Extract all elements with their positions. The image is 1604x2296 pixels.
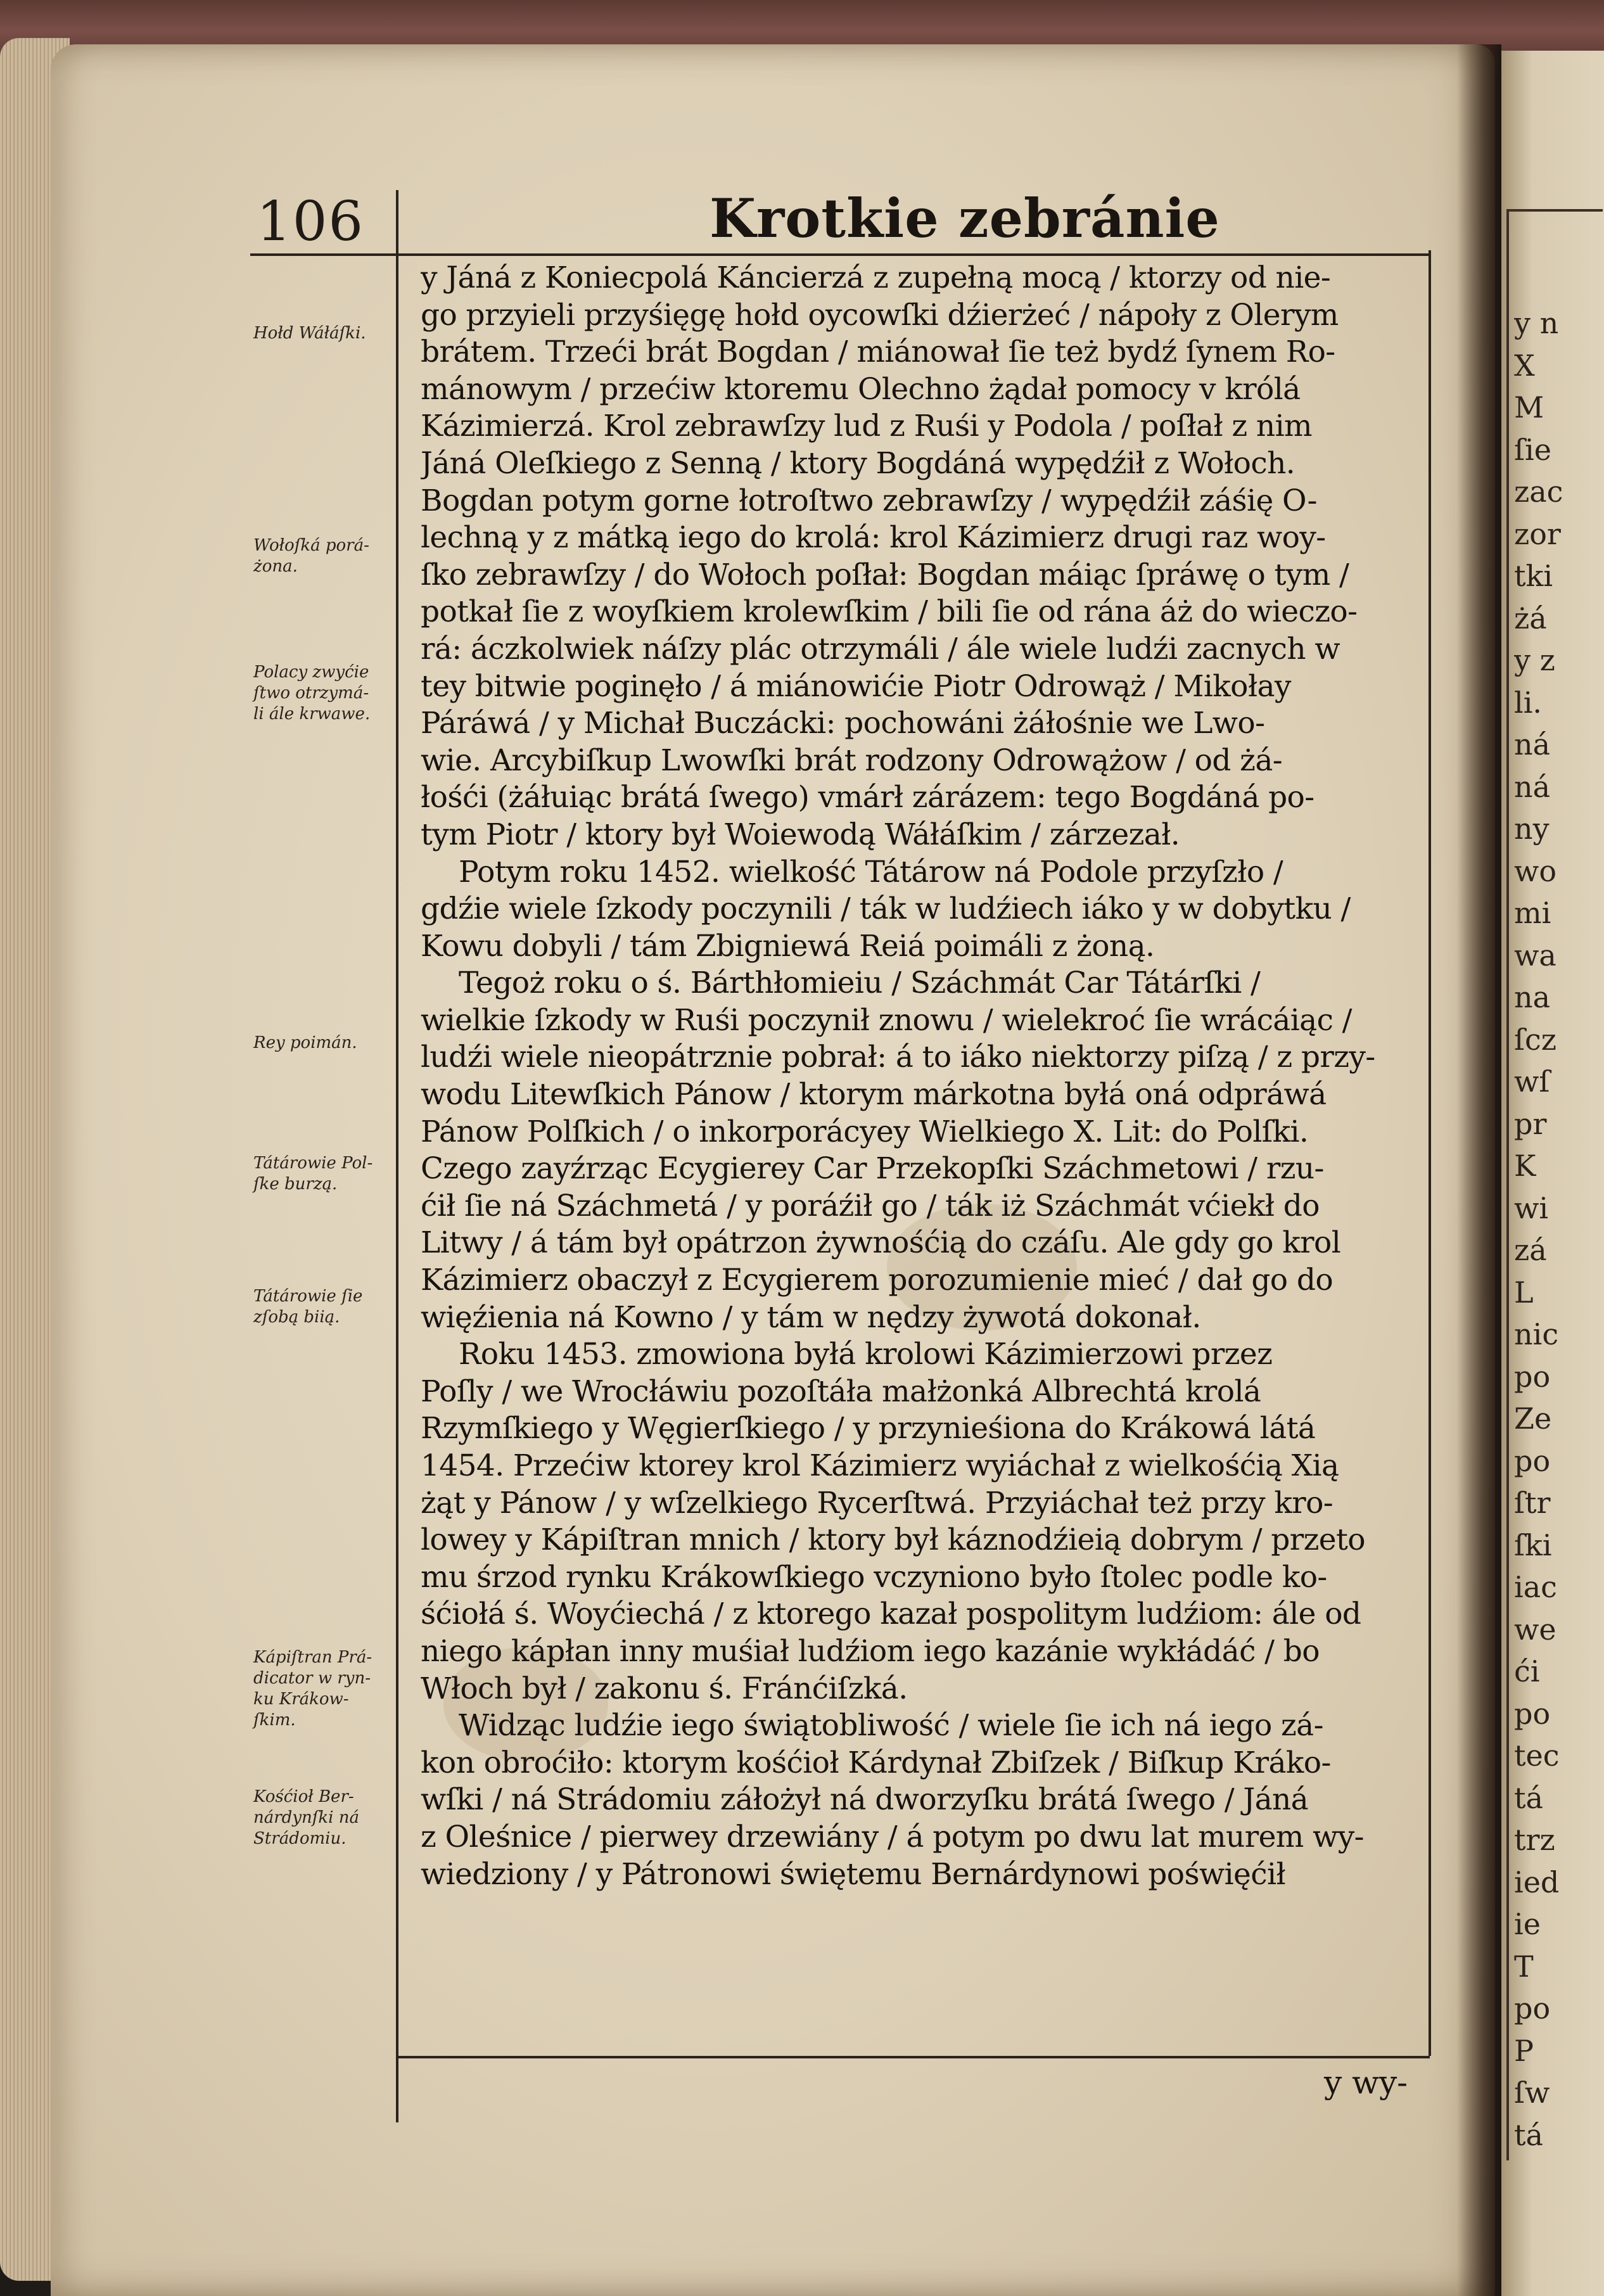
text-line: go przyieli przyśięgę hołd oycowſki dźierżeć / nápoły z Olerym [421,297,1339,333]
side-note-line: zſobą biią. [253,1308,340,1327]
side-note-line: dicator w ryn- [253,1669,371,1688]
side-note-line: Strádomiu. [253,1829,347,1848]
text-line: tym Piotr / ktory był Woiewodą Wáłáſkim / zárzezał. [421,817,1180,852]
side-note-line: li ále krwawe. [253,705,371,724]
next-page-fragment: mi [1514,896,1551,930]
side-note-line: ſtwo otrzymá- [253,684,369,703]
text-line: Bogdan potym gorne łotroſtwo zebrawſzy / wypędźił záśię O- [421,483,1317,518]
next-page-fragment: ſw [1514,2076,1550,2110]
side-note-line: Polacy zwyćie [253,663,369,682]
text-line: ćił ſie ná Száchmetá / y poráźił go / ták iż Száchmát vćiekł do [421,1188,1320,1223]
side-note-line: ſke burzą. [253,1175,338,1194]
next-page-fragment: y n [1514,306,1559,340]
text-line: Widząc ludźie iego świątobliwość / wiele ſie ich ná iego zá- [459,1708,1323,1744]
text-line: wielkie ſzkody w Ruśi poczynił znowu / wielekroć ſie wrácáiąc / [421,1002,1352,1038]
next-page-fragment: na [1514,980,1551,1014]
text-line: Jáná Oleſkiego z Senną / ktory Bogdáná wypędźił z Wołoch. [421,445,1295,481]
side-note-line: Kośćioł Ber- [253,1787,354,1806]
text-line: Kázimierzá. Krol zebrawſzy lud z Ruśi y Podola / poſłał z nim [421,409,1312,444]
next-page-fragment: li. [1514,685,1543,720]
side-note-line: ſkim. [253,1711,296,1730]
next-page-fragment: ſie [1514,432,1551,467]
text-line: niego kápłan inny muśiał ludźiom iego kazánie wykłádáć / bo [421,1633,1320,1669]
next-page-fragment: ná [1514,769,1551,804]
next-page-fragment: T [1514,1949,1534,1984]
next-page-fragment: K [1514,1149,1536,1183]
text-line: Potym roku 1452. wielkość Tátárow ná Podole przyſzło / [459,854,1283,890]
next-page-fragment: Ze [1514,1401,1552,1436]
next-page-fragment: ná [1514,727,1551,762]
next-page-fragment: po [1514,1443,1551,1478]
text-line: rá: áczkolwiek náſzy plác otrzymáli / ále wiele ludźi zacnych w [421,631,1340,666]
next-page-fragment: zac [1514,475,1563,509]
next-page-fragment: po [1514,1696,1551,1731]
next-page-fragment: wſ [1514,1064,1550,1099]
body-text [421,260,1434,1893]
next-page-fragment: tec [1514,1738,1560,1773]
next-page-fragment: L [1514,1275,1534,1310]
side-note-tatarowie-burza [253,1153,390,1195]
text-line: Roku 1453. zmowiona byłá krolowi Kázimierzowi przez [459,1337,1273,1372]
text-line: lechną y z mátką iego do krolá: krol Kázimierz drugi raz woy- [421,520,1326,556]
text-line: tey bitwie poginęło / á miánowićie Piotr Odrowąż / Mikołay [421,668,1291,704]
text-line: Pánow Polſkich / o inkorporácyey Wielkiego X. Lit: do Polſki. [421,1114,1309,1149]
side-note-line: Hołd Wáłáſki. [253,324,366,343]
side-note-rey [253,1033,390,1054]
next-page-fragment: ied [1514,1865,1560,1899]
text-line: Rzymſkiego y Węgierſkiego / y przynieśiona do Krákowá látá [421,1411,1316,1446]
running-head: Krotkie zebránie [710,187,1220,250]
next-page-fragment: X [1514,348,1535,383]
header-rule [250,253,1429,256]
next-page-fragment: tá [1514,1780,1543,1815]
next-page-fragment: wi [1514,1190,1549,1225]
next-page-fragment: ie [1514,1907,1541,1941]
next-page-fragment: we [1514,1612,1556,1647]
side-note-line: Tátárowie Pol- [253,1154,373,1173]
text-line: y Jáná z Koniecpolá Káncierzá z zupełną mocą / ktorzy od nie- [421,260,1331,295]
text-line: wodu Litewſkich Pánow / ktorym márkotna byłá oná odpráwá [421,1077,1327,1113]
text-line: potkał ſie z woyſkiem krolewſkim / bili ſie od rána áż do wieczo- [421,594,1358,630]
side-note-line: Rey poimán. [253,1033,357,1052]
text-line: ſko zebrawſzy / do Wołoch poſłał: Bogdan máiąc ſpráwę o tym / [421,557,1349,592]
page-number: 106 [257,190,365,253]
text-line: brátem. Trzeći brát Bogdan / miánował ſie też bydź ſynem Ro- [421,335,1335,370]
text-line: wſki / ná Strádomiu záłożył ná dworzyſku brátá ſwego / Jáná [421,1782,1309,1818]
side-note-line: Kápiſtran Prá- [253,1648,372,1667]
next-page-fragment: pr [1514,1106,1547,1141]
text-line: gdźie wiele ſzkody poczynili / ták w ludźiech iáko y w dobytku / [421,891,1351,927]
text-line: ludźi wiele nieopátrznie pobrał: á to iáko niektorzy piſzą / z przy- [421,1040,1375,1075]
next-page-fragment: ći [1514,1654,1540,1688]
text-line: kon obroćiło: ktorym kośćioł Kárdynał Zbiſzek / Biſkup Kráko- [421,1745,1331,1780]
next-page-rule [1506,209,1509,2160]
text-line: z Oleśnice / pierwey drzewiány / á potym po dwu lat murem wy- [421,1819,1364,1854]
next-page-fragment: po [1514,1991,1551,2025]
next-page-fragment: wa [1514,938,1556,973]
text-line: Kázimierz obaczył z Ecygierem porozumienie mieć / dał go do [421,1263,1333,1298]
footer-rule [396,2056,1430,2058]
next-page-fragment: y z [1514,643,1555,677]
next-page-fragment: ſcz [1514,1022,1557,1057]
catchword: y wy- [1324,2064,1408,2101]
next-page-fragment: po [1514,1359,1551,1394]
next-page-fragment: tki [1514,559,1553,593]
next-page-fragment: M [1514,390,1544,424]
next-page-fragment: tá [1514,2117,1543,2152]
text-line: wie. Arcybiſkup Lwowſki brát rodzony Odrowążow / od żá- [421,743,1283,778]
text-line: Páráwá / y Michał Buczácki: pochowáni żáłośnie we Lwo- [421,706,1265,741]
side-note-kosciol [253,1787,390,1849]
text-line: Włoch był / zakonu ś. Fránćiſzká. [421,1671,908,1706]
next-page-fragment: iac [1514,1570,1557,1604]
text-line: lowey y Kápiſtran mnich / ktory był káznodźieią dobrym / przeto [421,1522,1366,1558]
text-line: żąt y Pánow / y wſzelkiego Rycerſtwá. Przyiáchał też przy kro- [421,1485,1333,1521]
text-line: 1454. Przećiw ktorey krol Kázimierz wyiáchał z wielkośćią Xią [421,1448,1339,1483]
side-note-kapistran [253,1647,390,1731]
next-page-fragment: żá [1514,601,1547,635]
margin-rule [396,190,398,2122]
next-page-fragment: ſki [1514,1527,1552,1562]
text-line: mu śrzod rynku Krákowſkiego vczyniono było ſtolec podle ko- [421,1559,1327,1595]
next-page-fragment: zá [1514,1233,1547,1267]
text-line: Czego zayźrząc Ecygierey Car Przekopſki Száchmetowi / rzu- [421,1151,1324,1187]
side-note-tatarowie-bija [253,1286,390,1328]
side-note-line: żona. [253,557,298,576]
text-line: mánowym / przećiw ktoremu Olechno żądał pomocy v królá [421,371,1301,407]
side-note-wołoska [253,535,390,577]
text-line: wiedziony / y Pátronowi świętemu Bernárdynowi poświęćił [421,1856,1286,1892]
text-line: Tegoż roku o ś. Bárthłomieiu / Száchmát Car Tátárſki / [459,966,1261,1001]
text-line: łośći (żáłuiąc brátá ſwego) vmárł zárázem: tego Bogdáná po- [421,780,1314,815]
side-note-line: ku Krákow- [253,1690,349,1709]
side-note-polacy [253,662,390,725]
side-note-line: Wołoſká porá- [253,536,369,555]
text-line: Poſly / we Wrocłáwiu pozoſtáła małżonká Albrechtá krolá [421,1374,1261,1409]
next-page-fragment: nic [1514,1317,1559,1351]
next-page-fragment: zor [1514,516,1561,551]
side-note-line: nárdynſki ná [253,1808,359,1827]
next-page-fragment: ny [1514,812,1550,846]
side-note-hold [253,323,390,344]
next-page-fragment: P [1514,2033,1534,2068]
next-page-fragment: ſtr [1514,1486,1551,1520]
next-page-rule [1508,209,1603,212]
text-line: Litwy / á tám był opátrzon żywnośćią do czáſu. Ale gdy go krol [421,1225,1341,1261]
page-gutter [1457,44,1501,2296]
side-note-line: Tátárowie ſie [253,1287,363,1306]
text-line: śćiołá ś. Woyćiechá / z ktorego kazał pospolitym ludźiom: ále od [421,1597,1361,1632]
text-line: Kowu dobyli / tám Zbigniewá Reiá poimáli z żoną. [421,928,1155,964]
next-page-fragment: wo [1514,853,1557,888]
next-page-fragment: trz [1514,1823,1555,1857]
text-line: więźienia ná Kowno / y tám w nędzy żywotá dokonał. [421,1299,1201,1335]
next-page-edge [1501,51,1604,2296]
